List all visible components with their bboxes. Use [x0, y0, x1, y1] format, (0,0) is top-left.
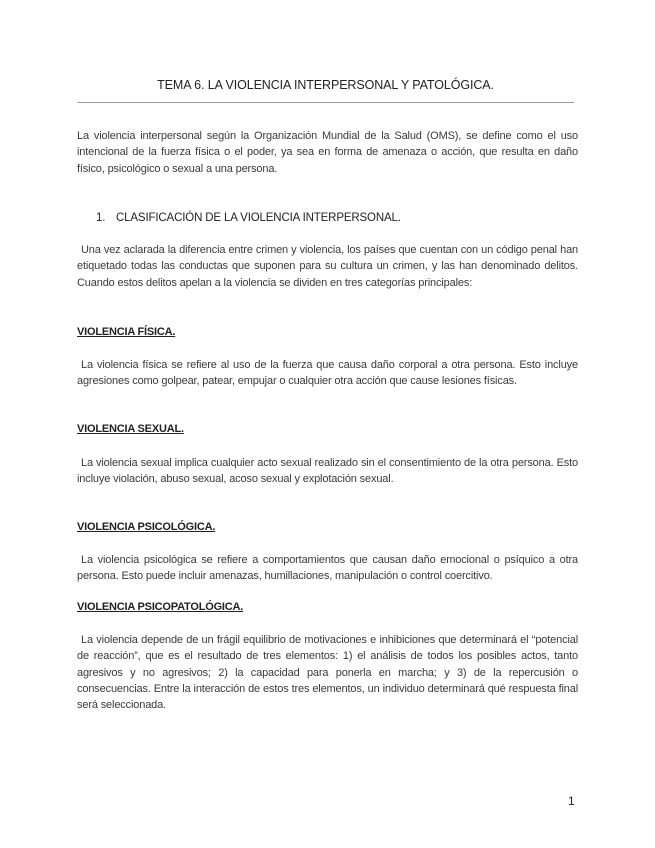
paragraph-violencia-sexual: La violencia sexual implica cualquier acto sexual realizado sin el consentimiento de la otra persona. Esto incluye violación, abuso sexual, acoso sexual y explotación sexual. [77, 457, 578, 486]
heading-violencia-psicologica: VIOLENCIA PSICOLÓGICA. [77, 521, 216, 533]
section-heading [96, 210, 401, 226]
title-divider [77, 102, 574, 103]
heading-violencia-psicopatologica: VIOLENCIA PSICOPATOLÓGICA. [77, 601, 244, 613]
heading-violencia-fisica: VIOLENCIA FÍSICA. [77, 326, 176, 338]
section-title: CLASIFICACIÓN DE LA VIOLENCIA INTERPERSONAL. [116, 212, 401, 224]
paragraph-violencia-fisica: La violencia física se refiere al uso de la fuerza que causa daño corporal a otra persona. Esto incluye agresiones como golpear, patear, empujar o cualquier otra acción que cause lesiones físicas. [77, 359, 578, 388]
intro-paragraph: La violencia interpersonal según la Organización Mundial de la Salud (OMS), se define como el uso intencional de la fuerza física o el poder, ya sea en forma de amenaza o acción, que resulta en daño físico, psicológico o sexual a una persona. [77, 130, 578, 175]
section-number: 1. [96, 212, 106, 224]
heading-violencia-sexual: VIOLENCIA SEXUAL. [77, 423, 184, 435]
section-intro-paragraph: Una vez aclarada la diferencia entre crimen y violencia, los países que cuentan con un código penal han etiquetado todas las conductas que suponen para su cultura un crimen, y las han denominado delitos. Cuando estos delitos apelan a la violencia se dividen en tres categorías principales: [77, 244, 578, 289]
paragraph-violencia-psicopatologica: La violencia depende de un frágil equilibrio de motivaciones e inhibiciones que determinará el “potencial de reacción”, que es el resultado de tres elementos: 1) el análisis de todos los posibles actos, tanto agresivos y no agresivos; 2) la capacidad para ponerla en marcha; y 3) de la repercusión o consecuencias. Entre la interacción de estos tres elementos, un individuo determinará qué respuesta final será seleccionada. [77, 634, 578, 712]
paragraph-violencia-psicologica: La violencia psicológica se refiere a comportamientos que causan daño emocional o psíquico a otra persona. Esto puede incluir amenazas, humillaciones, manipulación o control coercitivo. [77, 554, 578, 583]
document-title: TEMA 6. LA VIOLENCIA INTERPERSONAL Y PATOLÓGICA. [157, 78, 494, 92]
page-number: 1 [568, 794, 575, 808]
